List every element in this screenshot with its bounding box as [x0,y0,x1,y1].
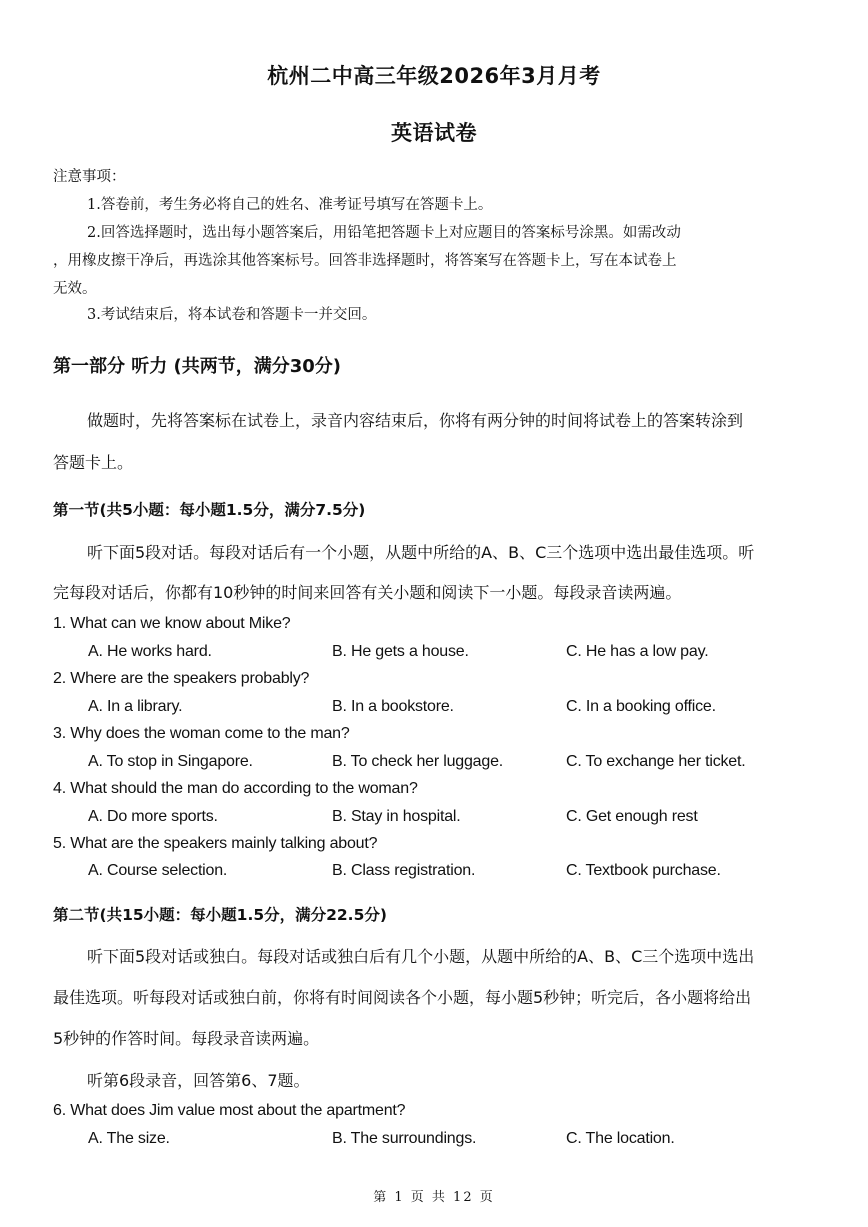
option-b: B. To check her luggage. [332,753,504,770]
option-c: C. He has a low pay. [566,643,709,660]
option-b: B. In a bookstore. [332,698,454,715]
question-stem: 6. What does Jim value most about the apartment? [53,1102,406,1119]
paragraph-line: 5秒钟的作答时间。每段录音读两遍。 [53,1029,320,1048]
section1-heading: 第一节(共5小题：每小题1.5分，满分7.5分) [53,501,366,519]
paragraph-line: 听第6段录音，回答第6、7题。 [87,1071,310,1090]
notice-item: ，用橡皮擦干净后，再选涂其他答案标号。回答非选择题时，将答案写在答题卡上，写在本试卷上 [53,253,677,269]
option-a: A. In a library. [88,698,183,715]
option-a: A. He works hard. [88,643,212,660]
option-c: C. To exchange her ticket. [566,753,746,770]
option-a: A. The size. [88,1130,170,1147]
exam-subtitle: 英语试卷 [391,121,477,145]
option-c: C. The location. [566,1130,675,1147]
exam-title: 杭州二中高三年级2026年3月月考 [267,64,601,88]
option-a: A. Course selection. [88,862,228,879]
page-footer: 第 1 页 共 12 页 [373,1190,495,1205]
option-b: B. Class registration. [332,862,476,879]
question-stem: 1. What can we know about Mike? [53,615,291,632]
paragraph-line: 完每段对话后，你都有10秒钟的时间来回答有关小题和阅读下一小题。每段录音读两遍。 [53,583,682,602]
option-c: C. In a booking office. [566,698,716,715]
question-stem: 4. What should the man do according to the woman? [53,780,418,797]
paragraph-line: 听下面5段对话。每段对话后有一个小题，从题中所给的A、B、C三个选项中选出最佳选项。听 [87,543,755,562]
option-a: A. Do more sports. [88,808,218,825]
paragraph-line: 听下面5段对话或独白。每段对话或独白后有几个小题，从题中所给的A、B、C三个选项中选出 [87,947,755,966]
option-b: B. The surroundings. [332,1130,477,1147]
option-b: B. He gets a house. [332,643,469,660]
question-stem: 2. Where are the speakers probably? [53,670,310,687]
paragraph-line: 最佳选项。听每段对话或独白前，你将有时间阅读各个小题，每小题5秒钟；听完后，各小题将给出 [53,988,752,1007]
question-stem: 3. Why does the woman come to the man? [53,725,350,742]
notice-heading: 注意事项： [53,169,126,185]
question-stem: 5. What are the speakers mainly talking about? [53,835,378,852]
option-c: C. Get enough rest [566,808,698,825]
paragraph-line: 答题卡上。 [53,453,134,472]
part1-heading: 第一部分 听力 (共两节，满分30分) [53,356,342,377]
notice-item: 1.答卷前，考生务必将自己的姓名、准考证号填写在答题卡上。 [87,197,493,213]
option-b: B. Stay in hospital. [332,808,461,825]
notice-item: 2.回答选择题时，选出每小题答案后，用铅笔把答题卡上对应题目的答案标号涂黑。如需改动 [87,225,681,241]
option-a: A. To stop in Singapore. [88,753,253,770]
section2-heading: 第二节(共15小题：每小题1.5分，满分22.5分) [53,906,387,924]
paragraph-line: 做题时，先将答案标在试卷上，录音内容结束后，你将有两分钟的时间将试卷上的答案转涂到 [87,411,744,430]
option-c: C. Textbook purchase. [566,862,721,879]
notice-item: 3.考试结束后，将本试卷和答题卡一并交回。 [87,307,377,323]
notice-item: 无效。 [53,281,97,297]
